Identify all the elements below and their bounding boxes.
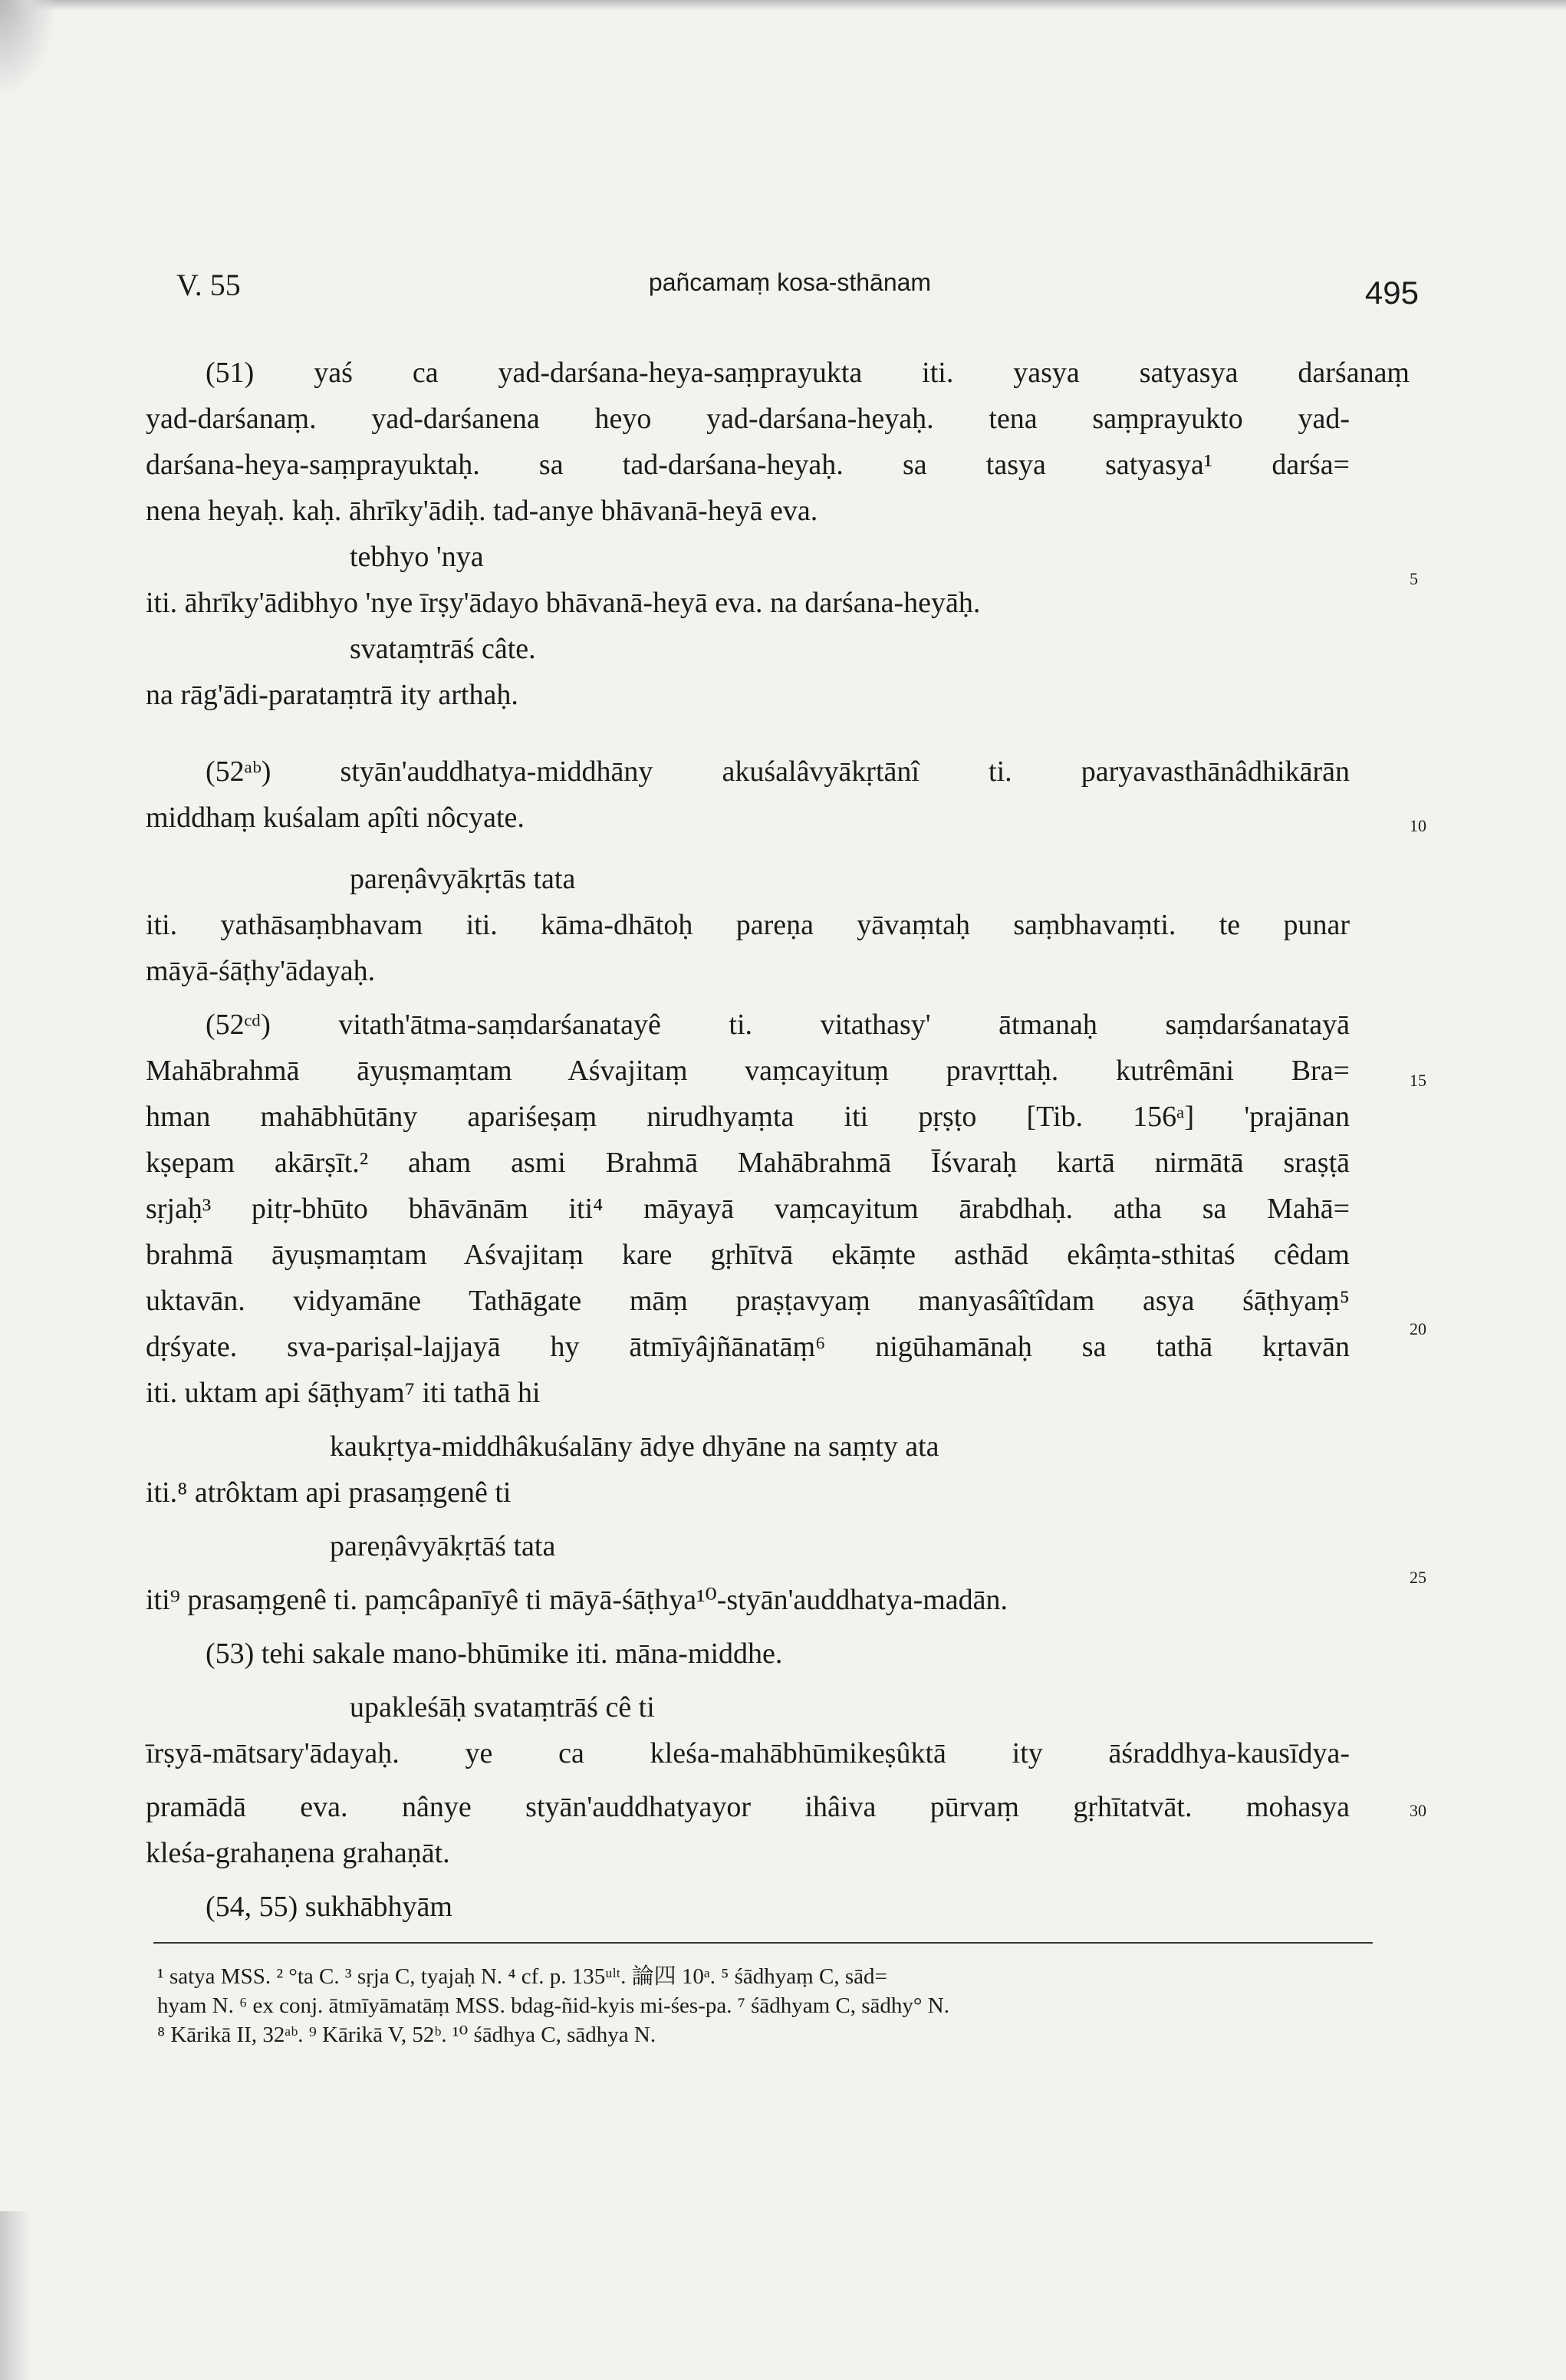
text-line: (54, 55) sukhābhyām — [206, 1891, 452, 1923]
text-line: (52ᶜᵈ) vitath'ātma-saṃdarśanatayê ti. vitathasy' ātmanaḥ saṃdarśanatayā — [206, 1009, 1350, 1041]
text-line: pramādā eva. nânye styān'auddhatyayor ihâiva pūrvaṃ gṛhītatvāt. mohasya — [146, 1791, 1350, 1823]
text-line: dṛśyate. sva-pariṣal-lajjayā hy ātmīyâjñānatāṃ⁶ nigūhamānaḥ sa tathā kṛtavān — [146, 1331, 1350, 1363]
scan-edge-shadow — [0, 0, 1566, 11]
scan-binding-shadow — [0, 2211, 31, 2380]
text-line: brahmā āyuṣmaṃtam Aśvajitaṃ kare gṛhītvā ekāṃte asthād ekâṃta-sthitaś cêdam — [146, 1239, 1350, 1271]
text-line: middhaṃ kuśalam apîti nôcyate. — [146, 802, 525, 834]
section-reference: V. 55 — [176, 268, 241, 302]
verse-line: kaukṛtya-middhâkuśalāny ādye dhyāne na saṃty ata — [330, 1430, 939, 1463]
text-line: Mahābrahmā āyuṣmaṃtam Aśvajitaṃ vaṃcayituṃ pravṛttaḥ. kutrêmāni Bra= — [146, 1055, 1350, 1087]
text-line: sṛjaḥ³ pitṛ-bhūto bhāvānām iti⁴ māyayā vaṃcayitum ārabdhaḥ. atha sa Mahā= — [146, 1193, 1350, 1225]
text-line: uktavān. vidyamāne Tathāgate māṃ praṣṭavyaṃ manyasâîtîdam asya śāṭhyaṃ⁵ — [146, 1285, 1350, 1317]
page-number: 495 — [1364, 275, 1419, 311]
text-line: nena heyaḥ. kaḥ. āhrīky'ādiḥ. tad-anye bhāvanā-heyā eva. — [146, 495, 818, 527]
footnote-rule — [153, 1942, 1373, 1944]
line-number: 10 — [1410, 816, 1426, 835]
text-line: māyā-śāṭhy'ādayaḥ. — [146, 955, 376, 987]
verse-line: pareṇâvyākṛtās tata — [350, 863, 576, 895]
footnote-line: hyam N. ⁶ ex conj. ātmīyāmatāṃ MSS. bdag-ñid-kyis mi-śes-pa. ⁷ śādhyam C, sādhy° N. — [157, 1993, 949, 2018]
text-line: (52ᵃᵇ) styān'auddhatya-middhāny akuśalâvyākṛtānî ti. paryavasthānâdhikārān — [206, 755, 1350, 788]
line-number: 25 — [1410, 1568, 1426, 1587]
text-line: iti. yathāsaṃbhavam iti. kāma-dhātoḥ pareṇa yāvaṃtaḥ saṃbhavaṃti. te punar — [146, 909, 1350, 941]
text-line: kleśa-grahaṇena grahaṇāt. — [146, 1837, 450, 1869]
verse-line: pareṇâvyākṛtāś tata — [330, 1530, 556, 1562]
page-header — [176, 261, 1419, 311]
text-line: yad-darśanaṃ. yad-darśanena heyo yad-darśana-heyaḥ. tena saṃprayukto yad- — [146, 403, 1350, 435]
footnote-line: ⁸ Kārikā II, 32ᵃᵇ. ⁹ Kārikā V, 52ᵇ. ¹⁰ śādhya C, sādhya N. — [157, 2023, 656, 2047]
text-line: darśana-heya-saṃprayuktaḥ. sa tad-darśana-heyaḥ. sa tasya satyasya¹ darśa= — [146, 449, 1350, 481]
text-line: (53) tehi sakale mano-bhūmike iti. māna-middhe. — [206, 1638, 783, 1670]
verse-line: tebhyo 'nya — [350, 541, 484, 573]
footnote-line: ¹ satya MSS. ² °ta C. ³ sṛja C, tyajaḥ N. ⁴ cf. p. 135ᵘˡᵗ. 論四 10ᵃ. ⁵ śādhyaṃ C, sād= — [157, 1964, 887, 1989]
text-line: īrṣyā-mātsary'ādayaḥ. ye ca kleśa-mahābhūmikeṣûktā ity āśraddhya-kausīdya- — [146, 1737, 1350, 1769]
running-title: pañcamaṃ kosa-sthānam — [648, 268, 932, 296]
verse-line: upakleśāḥ svataṃtrāś cê ti — [350, 1691, 655, 1723]
scan-corner-shadow — [0, 0, 54, 92]
line-number: 15 — [1410, 1071, 1426, 1090]
text-line: kṣepam akārṣīt.² aham asmi Brahmā Mahābrahmā Īśvaraḥ kartā nirmātā sraṣṭā — [146, 1147, 1350, 1179]
text-line: (51) yaś ca yad-darśana-heya-saṃprayukta iti. yasya satyasya darśanaṃ — [206, 357, 1410, 389]
text-line: iti⁹ prasaṃgenê ti. paṃcâpanīyê ti māyā-śāṭhya¹⁰-styān'auddhatya-madān. — [146, 1584, 1008, 1616]
verse-line: svataṃtrāś câte. — [350, 633, 536, 665]
text-line: iti.⁸ atrôktam api prasaṃgenê ti — [146, 1476, 512, 1509]
text-line: iti. āhrīky'ādibhyo 'nye īrṣy'ādayo bhāvanā-heyā eva. na darśana-heyāḥ. — [146, 587, 981, 619]
line-number: 20 — [1410, 1319, 1426, 1338]
line-number: 30 — [1410, 1801, 1426, 1820]
text-line: iti. uktam api śāṭhyam⁷ iti tathā hi — [146, 1377, 541, 1409]
text-line: na rāg'ādi-parataṃtrā ity arthaḥ. — [146, 679, 518, 711]
line-number: 5 — [1410, 569, 1418, 588]
text-line: hman mahābhūtāny apariśeṣaṃ nirudhyaṃta iti pṛṣṭo [Tib. 156ᵃ] 'prajānan — [146, 1101, 1350, 1133]
